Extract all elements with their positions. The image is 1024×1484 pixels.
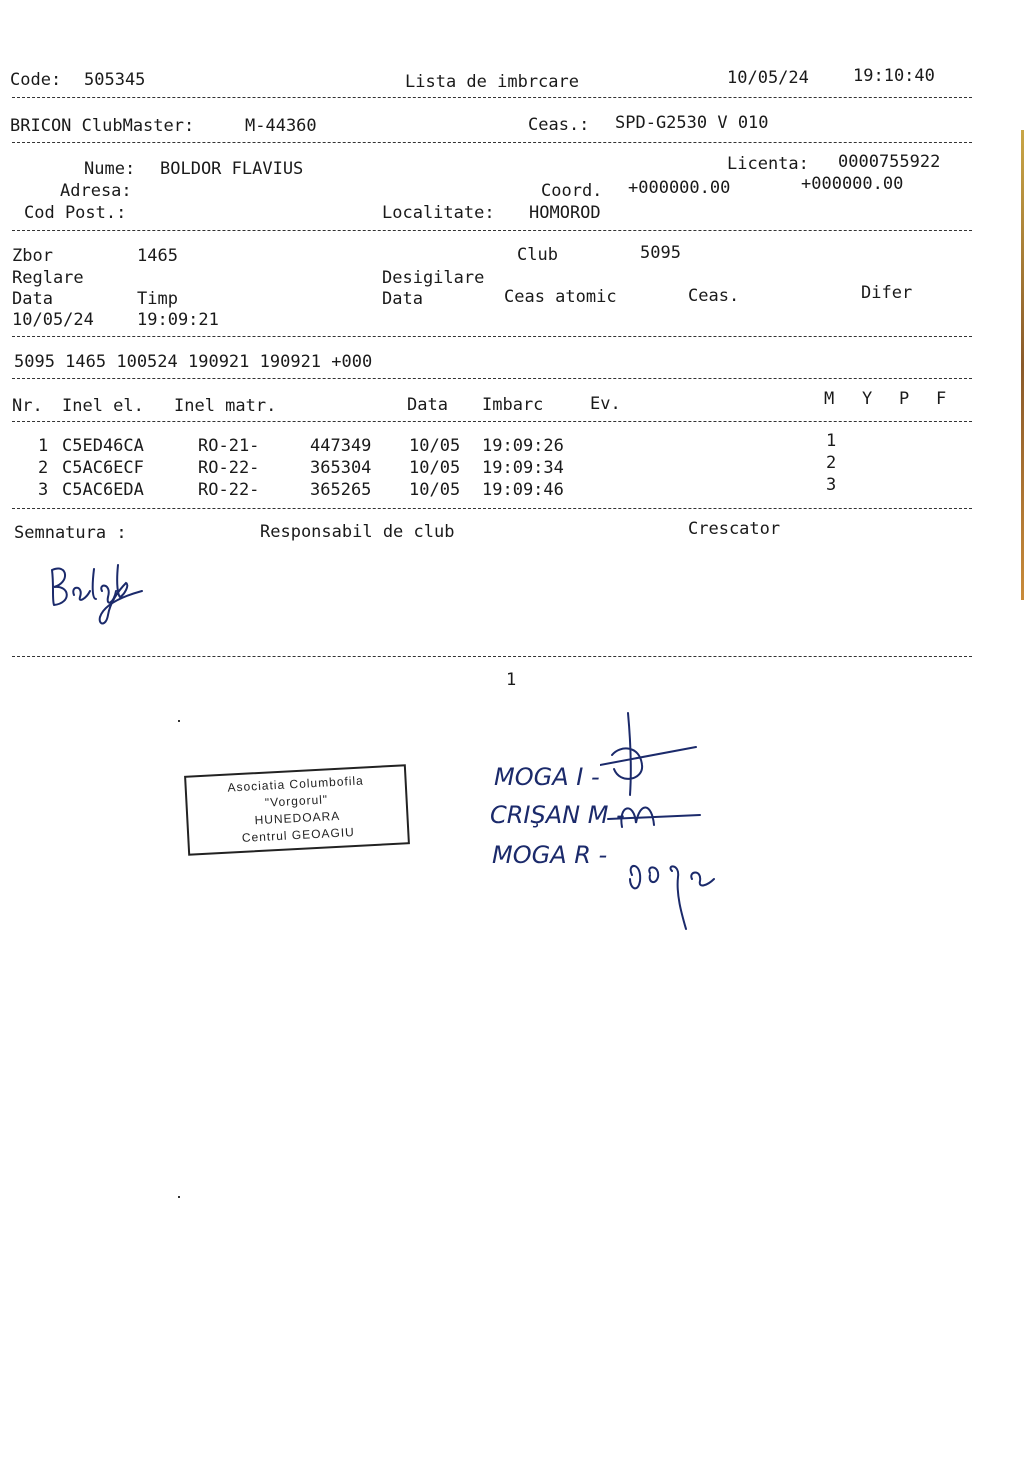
row-nr: 2 [38, 458, 49, 478]
coord-value-1: +000000.00 [628, 178, 731, 198]
row-inel-el: C5AC6EDA [62, 480, 144, 500]
separator [12, 421, 972, 422]
reglare-label: Reglare [12, 268, 84, 288]
postal-code-label: Cod Post.: [24, 203, 127, 223]
col-m: M [824, 389, 835, 409]
page-number: 1 [506, 670, 517, 690]
coord-label: Coord. [541, 181, 603, 201]
clock-value: SPD-G2530 V 010 [615, 113, 769, 133]
license-value: 0000755922 [838, 152, 941, 172]
reglare-date: 10/05/24 [12, 310, 94, 330]
row-m: 2 [826, 453, 837, 473]
separator [12, 336, 972, 337]
row-m: 1 [826, 431, 837, 451]
atomic-clock-label: Ceas atomic [504, 287, 617, 307]
col-f: F [936, 389, 947, 409]
col-inel-el: Inel el. [62, 396, 144, 416]
locality-value: HOMOROD [529, 203, 601, 223]
club-value: 5095 [640, 243, 681, 263]
row-inel-el: C5AC6ECF [62, 458, 144, 478]
reglare-time: 19:09:21 [137, 310, 219, 330]
row-imbarc: 19:09:46 [482, 480, 564, 500]
row-m: 3 [826, 475, 837, 495]
code-value: 505345 [84, 70, 146, 90]
row-prefix: RO-22- [198, 480, 260, 500]
summary-line: 5095 1465 100524 190921 190921 +000 [14, 352, 373, 372]
breeder-label: Crescator [688, 519, 781, 539]
club-responsible-label: Responsabil de club [260, 522, 455, 542]
flight-label: Zbor [12, 246, 53, 266]
col-inel-matr: Inel matr. [174, 396, 277, 416]
witness-signatures [600, 705, 730, 935]
address-label: Adresa: [60, 181, 132, 201]
witness-name-3: MOGA R - [492, 841, 608, 869]
signature-label: Semnatura : [14, 523, 127, 543]
print-date: 10/05/24 [727, 68, 809, 88]
col-p: P [899, 389, 910, 409]
time-column-label: Timp [137, 289, 178, 309]
col-nr: Nr. [12, 396, 43, 416]
scan-speck [178, 1196, 180, 1198]
col-y: Y [862, 389, 873, 409]
code-label: Code: [10, 70, 62, 90]
system-value: M-44360 [245, 116, 317, 136]
stamp-line: HUNEDOARA [254, 808, 341, 828]
document-title: Lista de imbrcare [405, 72, 579, 92]
locality-label: Localitate: [382, 203, 495, 223]
col-ev: Ev. [590, 394, 621, 414]
witness-name-1: MOGA I - [494, 763, 600, 791]
license-label: Licenta: [727, 154, 809, 174]
row-data: 10/05 [409, 458, 461, 478]
row-nr: 3 [38, 480, 49, 500]
col-data: Data [407, 395, 448, 415]
separator [12, 230, 972, 231]
date-column-label: Data [12, 289, 53, 309]
separator [12, 97, 972, 98]
row-matr: 447349 [310, 436, 372, 456]
handwritten-signature [40, 555, 160, 635]
row-imbarc: 19:09:26 [482, 436, 564, 456]
desigilare-label: Desigilare [382, 268, 485, 288]
row-inel-el: C5ED46CA [62, 436, 144, 456]
row-data: 10/05 [409, 480, 461, 500]
separator [12, 656, 972, 657]
col-imbarc: Imbarc [482, 395, 544, 415]
coord-value-2: +000000.00 [801, 174, 904, 194]
desigilare-date-label: Data [382, 289, 423, 309]
stamp-line: "Vorgorul" [264, 792, 329, 810]
witness-name-2: CRIŞAN M - [490, 801, 625, 829]
club-label: Club [517, 245, 558, 265]
club-stamp [184, 764, 410, 856]
clock-label: Ceas.: [528, 115, 590, 135]
row-prefix: RO-22- [198, 458, 260, 478]
row-matr: 365304 [310, 458, 372, 478]
system-label: BRICON ClubMaster: [10, 116, 195, 136]
separator [12, 142, 972, 143]
row-matr: 365265 [310, 480, 372, 500]
print-time: 19:10:40 [853, 66, 935, 86]
stamp-line: Centrul GEOAGIU [241, 825, 356, 845]
name-label: Nume: [84, 159, 136, 179]
row-prefix: RO-21- [198, 436, 260, 456]
difference-label: Difer [861, 283, 913, 303]
row-data: 10/05 [409, 436, 461, 456]
flight-value: 1465 [137, 246, 178, 266]
row-nr: 1 [38, 436, 49, 456]
clock-column-label: Ceas. [688, 286, 740, 306]
name-value: BOLDOR FLAVIUS [160, 159, 304, 179]
row-imbarc: 19:09:34 [482, 458, 564, 478]
separator [12, 378, 972, 379]
scan-speck [178, 720, 180, 722]
separator [12, 508, 972, 509]
stamp-line: Asociatia Columbofila [227, 773, 365, 795]
